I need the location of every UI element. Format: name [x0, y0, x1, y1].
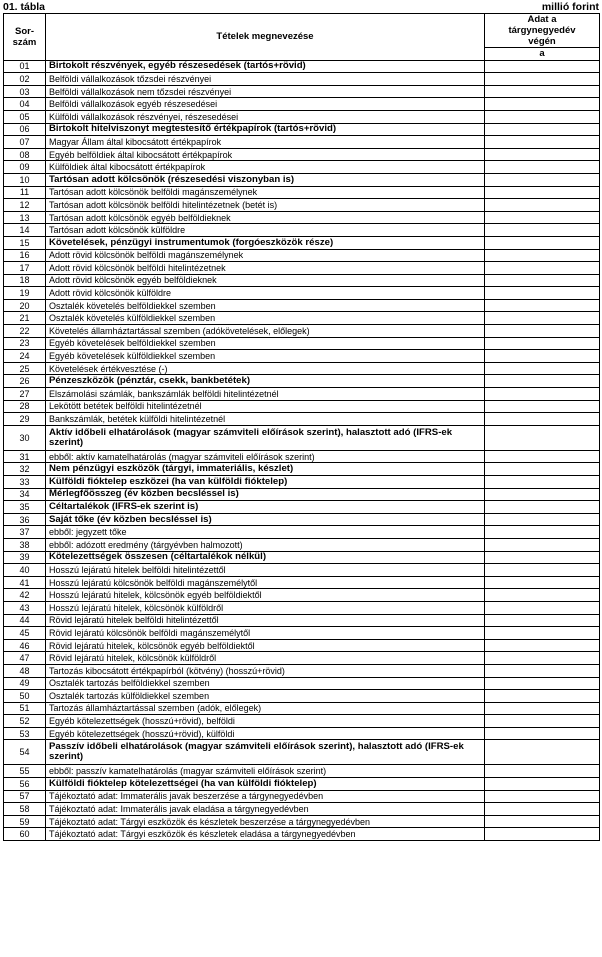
row-number: 36	[4, 513, 46, 526]
table-row	[4, 627, 600, 640]
row-number: 29	[4, 413, 46, 426]
row-label: Magyar Állam által kibocsátott értékpapírok	[46, 136, 485, 149]
row-value-cell[interactable]	[485, 388, 600, 401]
table-row	[4, 388, 600, 401]
table-row	[4, 828, 600, 841]
row-value-cell[interactable]	[485, 702, 600, 715]
table-row	[4, 274, 600, 287]
row-number: 39	[4, 551, 46, 564]
row-label: Tartozás államháztartással szemben (adók, előlegek)	[46, 702, 485, 715]
row-value-cell[interactable]	[485, 337, 600, 350]
row-label: Osztalék tartozás külföldiekkel szemben	[46, 690, 485, 703]
table-row	[4, 425, 600, 450]
row-number: 58	[4, 803, 46, 816]
row-label: Követelés államháztartással szemben (adókövetelések, előlegek)	[46, 325, 485, 338]
row-number: 27	[4, 388, 46, 401]
row-label: Tartósan adott kölcsönök (részesedési viszonyban is)	[46, 173, 485, 186]
table-row	[4, 85, 600, 98]
table-row	[4, 450, 600, 463]
row-number: 41	[4, 576, 46, 589]
row-label: Külföldi fióktelep eszközei (ha van külföldi fióktelep)	[46, 476, 485, 489]
row-value-cell[interactable]	[485, 161, 600, 174]
row-label: Adott rövid kölcsönök külföldre	[46, 287, 485, 300]
table-row	[4, 740, 600, 765]
table-row	[4, 148, 600, 161]
row-value-cell[interactable]	[485, 312, 600, 325]
table-row	[4, 526, 600, 539]
row-number: 02	[4, 73, 46, 86]
row-value-cell[interactable]	[485, 488, 600, 501]
sorszam-header-line1: Sor-	[15, 25, 34, 37]
row-number: 21	[4, 312, 46, 325]
table-row	[4, 564, 600, 577]
table-row	[4, 702, 600, 715]
row-value-cell[interactable]	[485, 110, 600, 123]
table-row	[4, 778, 600, 791]
row-label: Tartósan adott kölcsönök egyéb belföldieknek	[46, 211, 485, 224]
row-number: 20	[4, 299, 46, 312]
row-value-cell[interactable]	[485, 778, 600, 791]
row-number: 31	[4, 450, 46, 463]
row-label: ebből: adózott eredmény (tárgyévben halmozott)	[46, 538, 485, 551]
row-number: 25	[4, 362, 46, 375]
row-value-cell[interactable]	[485, 262, 600, 275]
row-number: 55	[4, 765, 46, 778]
row-label: Belföldi vállalkozások nem tőzsdei részvényei	[46, 85, 485, 98]
row-number: 52	[4, 715, 46, 728]
row-label: Rövid lejáratú hitelek belföldi hitelintézettől	[46, 614, 485, 627]
row-label: Tájékoztató adat: Immaterális javak eladása a tárgynegyedévben	[46, 803, 485, 816]
table-row	[4, 173, 600, 186]
row-label: Rövid lejáratú kölcsönök belföldi magánszemélytől	[46, 627, 485, 640]
table-row	[4, 476, 600, 489]
row-label: Osztalék követelés belföldiekkel szemben	[46, 299, 485, 312]
row-label: Tartósan adott kölcsönök belföldi magánszemélynek	[46, 186, 485, 199]
table-row	[4, 803, 600, 816]
row-value-cell[interactable]	[485, 249, 600, 262]
row-label: Pénzeszközök (pénztár, csekk, bankbetétek)	[46, 375, 485, 388]
value-header-line1: Adat a	[527, 14, 557, 25]
row-value-cell[interactable]	[485, 715, 600, 728]
row-number: 43	[4, 601, 46, 614]
table-row	[4, 236, 600, 249]
table-row	[4, 287, 600, 300]
row-number: 50	[4, 690, 46, 703]
value-header-line2: tárgynegyedév	[508, 25, 576, 36]
row-number: 08	[4, 148, 46, 161]
table-row	[4, 350, 600, 363]
row-value-cell[interactable]	[485, 513, 600, 526]
row-value-cell[interactable]	[485, 627, 600, 640]
row-number: 42	[4, 589, 46, 602]
row-label: Külföldiek által kibocsátott értékpapírok	[46, 161, 485, 174]
table-row	[4, 463, 600, 476]
row-value-cell[interactable]	[485, 589, 600, 602]
row-number: 06	[4, 123, 46, 136]
row-value-cell[interactable]	[485, 476, 600, 489]
row-label: Hosszú lejáratú hitelek belföldi hitelintézettől	[46, 564, 485, 577]
row-number: 22	[4, 325, 46, 338]
row-value-cell[interactable]	[485, 501, 600, 514]
row-value-cell[interactable]	[485, 375, 600, 388]
table-row	[4, 727, 600, 740]
table-row	[4, 715, 600, 728]
row-value-cell[interactable]	[485, 450, 600, 463]
row-number: 28	[4, 400, 46, 413]
table-row	[4, 199, 600, 212]
table-row	[4, 262, 600, 275]
table-row	[4, 513, 600, 526]
row-value-cell[interactable]	[485, 614, 600, 627]
row-number: 19	[4, 287, 46, 300]
table-row	[4, 60, 600, 73]
row-label: Tartósan adott kölcsönök belföldi hitelintézetnek (betét is)	[46, 199, 485, 212]
table-row	[4, 677, 600, 690]
row-number: 24	[4, 350, 46, 363]
row-value-cell[interactable]	[485, 400, 600, 413]
table-row	[4, 639, 600, 652]
row-label: Hosszú lejáratú hitelek, kölcsönök egyéb belföldiektől	[46, 589, 485, 602]
row-label: Aktív időbeli elhatárolások (magyar számviteli előírások szerint), halasztott adó (IFRS-ek szerint)	[46, 425, 485, 450]
row-label: Saját tőke (év közben becsléssel is)	[46, 513, 485, 526]
row-number: 05	[4, 110, 46, 123]
row-value-cell[interactable]	[485, 652, 600, 665]
row-label: Osztalék követelés külföldiekkel szemben	[46, 312, 485, 325]
row-number: 15	[4, 236, 46, 249]
row-number: 54	[4, 740, 46, 765]
row-value-cell[interactable]	[485, 325, 600, 338]
table-row	[4, 312, 600, 325]
row-label: Tájékoztató adat: Immaterális javak beszerzése a tárgynegyedévben	[46, 790, 485, 803]
row-label: Céltartalékok (IFRS-ek szerint is)	[46, 501, 485, 514]
row-value-cell[interactable]	[485, 601, 600, 614]
table-row	[4, 815, 600, 828]
row-value-cell[interactable]	[485, 425, 600, 450]
row-number: 53	[4, 727, 46, 740]
row-number: 46	[4, 639, 46, 652]
table-row	[4, 325, 600, 338]
row-label: ebből: jegyzett tőke	[46, 526, 485, 539]
table-row	[4, 211, 600, 224]
value-code-header: a	[485, 48, 600, 61]
row-value-cell[interactable]	[485, 299, 600, 312]
row-value-cell[interactable]	[485, 148, 600, 161]
row-label: Birtokolt részvények, egyéb részesedések (tartós+rövid)	[46, 60, 485, 73]
table-row	[4, 98, 600, 111]
row-value-cell[interactable]	[485, 727, 600, 740]
row-label: Adott rövid kölcsönök egyéb belföldieknek	[46, 274, 485, 287]
row-value-cell[interactable]	[485, 362, 600, 375]
row-number: 13	[4, 211, 46, 224]
row-value-cell[interactable]	[485, 690, 600, 703]
row-number: 47	[4, 652, 46, 665]
row-value-cell[interactable]	[485, 639, 600, 652]
row-number: 30	[4, 425, 46, 450]
row-label: Egyéb belföldiek által kibocsátott értékpapírok	[46, 148, 485, 161]
row-label: Adott rövid kölcsönök belföldi hitelintézetnek	[46, 262, 485, 275]
row-label: ebből: aktív kamatelhatárolás (magyar számviteli előírások szerint)	[46, 450, 485, 463]
row-label: Nem pénzügyi eszközök (tárgyi, immateriális, készlet)	[46, 463, 485, 476]
row-label: Hosszú lejáratú hitelek, kölcsönök külföldről	[46, 601, 485, 614]
row-number: 23	[4, 337, 46, 350]
sorszam-header	[4, 14, 46, 61]
row-number: 40	[4, 564, 46, 577]
row-label: Tájékoztató adat: Tárgyi eszközök és készletek beszerzése a tárgynegyedévben	[46, 815, 485, 828]
row-label: Adott rövid kölcsönök belföldi magánszemélynek	[46, 249, 485, 262]
row-number: 45	[4, 627, 46, 640]
table-row	[4, 601, 600, 614]
table-row	[4, 790, 600, 803]
row-value-cell[interactable]	[485, 740, 600, 765]
unit-label: millió forint	[541, 1, 599, 13]
row-value-cell[interactable]	[485, 828, 600, 841]
row-label: Passzív időbeli elhatárolások (magyar számviteli előírások szerint), halasztott adó (IFRS-ek szerint)	[46, 740, 485, 765]
table-header	[4, 14, 600, 61]
table-row	[4, 501, 600, 514]
row-label: Bankszámlák, betétek külföldi hitelintézetnél	[46, 413, 485, 426]
row-value-cell[interactable]	[485, 677, 600, 690]
row-number: 14	[4, 224, 46, 237]
table-row	[4, 375, 600, 388]
row-label: Külföldi fióktelep kötelezettségei (ha van külföldi fióktelep)	[46, 778, 485, 791]
row-value-cell[interactable]	[485, 123, 600, 136]
row-value-cell[interactable]	[485, 803, 600, 816]
row-number: 37	[4, 526, 46, 539]
row-value-cell[interactable]	[485, 413, 600, 426]
row-label: Kötelezettségek összesen (céltartalékok nélkül)	[46, 551, 485, 564]
row-value-cell[interactable]	[485, 186, 600, 199]
row-value-cell[interactable]	[485, 790, 600, 803]
row-value-cell[interactable]	[485, 538, 600, 551]
row-number: 59	[4, 815, 46, 828]
row-value-cell[interactable]	[485, 765, 600, 778]
table-row	[4, 362, 600, 375]
table-row	[4, 690, 600, 703]
table-row	[4, 488, 600, 501]
table-row	[4, 186, 600, 199]
row-label: Követelések értékvesztése (-)	[46, 362, 485, 375]
table-row	[4, 73, 600, 86]
row-value-cell[interactable]	[485, 274, 600, 287]
row-number: 16	[4, 249, 46, 262]
row-number: 60	[4, 828, 46, 841]
row-number: 07	[4, 136, 46, 149]
row-label: Belföldi vállalkozások egyéb részesedései	[46, 98, 485, 111]
row-number: 57	[4, 790, 46, 803]
value-header-line3: végén	[528, 36, 556, 47]
row-value-cell[interactable]	[485, 815, 600, 828]
row-number: 01	[4, 60, 46, 73]
row-value-cell[interactable]	[485, 350, 600, 363]
row-label: Követelések, pénzügyi instrumentumok (forgóeszközök része)	[46, 236, 485, 249]
table-row	[4, 299, 600, 312]
row-number: 56	[4, 778, 46, 791]
table-row	[4, 589, 600, 602]
row-value-cell[interactable]	[485, 551, 600, 564]
sorszam-header-line2: szám	[12, 36, 37, 48]
table-row	[4, 664, 600, 677]
row-number: 04	[4, 98, 46, 111]
row-value-cell[interactable]	[485, 564, 600, 577]
row-value-cell[interactable]	[485, 287, 600, 300]
name-header: Tételek megnevezése	[46, 14, 485, 61]
row-value-cell[interactable]	[485, 173, 600, 186]
row-value-cell[interactable]	[485, 60, 600, 73]
row-number: 11	[4, 186, 46, 199]
row-value-cell[interactable]	[485, 136, 600, 149]
row-label: Birtokolt hitelviszonyt megtestesítő értékpapírok (tartós+rövid)	[46, 123, 485, 136]
row-label: Tartozás kibocsátott értékpapírból (kötvény) (hosszú+rövid)	[46, 664, 485, 677]
table-row	[4, 413, 600, 426]
row-label: Egyéb követelések belföldiekkel szemben	[46, 337, 485, 350]
row-label: Egyéb kötelezettségek (hosszú+rövid), belföldi	[46, 715, 485, 728]
row-label: Osztalék tartozás belföldiekkel szemben	[46, 677, 485, 690]
table-row	[4, 337, 600, 350]
row-number: 38	[4, 538, 46, 551]
row-label: Rövid lejáratú hitelek, kölcsönök külföldről	[46, 652, 485, 665]
row-value-cell[interactable]	[485, 576, 600, 589]
row-value-cell[interactable]	[485, 85, 600, 98]
table-row	[4, 136, 600, 149]
row-number: 10	[4, 173, 46, 186]
row-value-cell[interactable]	[485, 526, 600, 539]
table-label: 01. tábla	[3, 1, 46, 13]
row-number: 03	[4, 85, 46, 98]
row-number: 51	[4, 702, 46, 715]
table-row	[4, 652, 600, 665]
row-value-cell[interactable]	[485, 236, 600, 249]
data-table	[3, 13, 600, 841]
table-row	[4, 765, 600, 778]
table-row	[4, 576, 600, 589]
row-label: Belföldi vállalkozások tőzsdei részvényei	[46, 73, 485, 86]
row-number: 12	[4, 199, 46, 212]
row-value-cell[interactable]	[485, 664, 600, 677]
row-value-cell[interactable]	[485, 463, 600, 476]
table-body	[4, 60, 600, 840]
row-value-cell[interactable]	[485, 224, 600, 237]
row-number: 44	[4, 614, 46, 627]
row-label: ebből: passzív kamatelhatárolás (magyar számviteli előírások szerint)	[46, 765, 485, 778]
table-row	[4, 123, 600, 136]
row-number: 49	[4, 677, 46, 690]
row-number: 33	[4, 476, 46, 489]
row-label: Lekötött betétek belföldi hitelintézetnél	[46, 400, 485, 413]
table-row	[4, 224, 600, 237]
value-header	[485, 14, 600, 48]
table-row	[4, 400, 600, 413]
row-number: 09	[4, 161, 46, 174]
table-row	[4, 614, 600, 627]
table-row	[4, 110, 600, 123]
row-number: 32	[4, 463, 46, 476]
row-label: Hosszú lejáratú kölcsönök belföldi magánszemélytől	[46, 576, 485, 589]
row-number: 18	[4, 274, 46, 287]
row-number: 35	[4, 501, 46, 514]
row-label: Tájékoztató adat: Tárgyi eszközök és készletek eladása a tárgynegyedévben	[46, 828, 485, 841]
table-row	[4, 551, 600, 564]
row-number: 34	[4, 488, 46, 501]
table-row	[4, 538, 600, 551]
row-number: 17	[4, 262, 46, 275]
table-row	[4, 161, 600, 174]
row-value-cell[interactable]	[485, 211, 600, 224]
row-number: 48	[4, 664, 46, 677]
row-label: Egyéb követelések külföldiekkel szemben	[46, 350, 485, 363]
row-label: Elszámolási számlák, bankszámlák belföldi hitelintézetnél	[46, 388, 485, 401]
row-value-cell[interactable]	[485, 199, 600, 212]
row-value-cell[interactable]	[485, 73, 600, 86]
row-label: Egyéb kötelezettségek (hosszú+rövid), külföldi	[46, 727, 485, 740]
table-row	[4, 249, 600, 262]
row-label: Mérlegfőösszeg (év közben becsléssel is)	[46, 488, 485, 501]
row-value-cell[interactable]	[485, 98, 600, 111]
row-label: Rövid lejáratú hitelek, kölcsönök egyéb belföldiektől	[46, 639, 485, 652]
row-number: 26	[4, 375, 46, 388]
row-label: Külföldi vállalkozások részvényei, részesedései	[46, 110, 485, 123]
row-label: Tartósan adott kölcsönök külföldre	[46, 224, 485, 237]
